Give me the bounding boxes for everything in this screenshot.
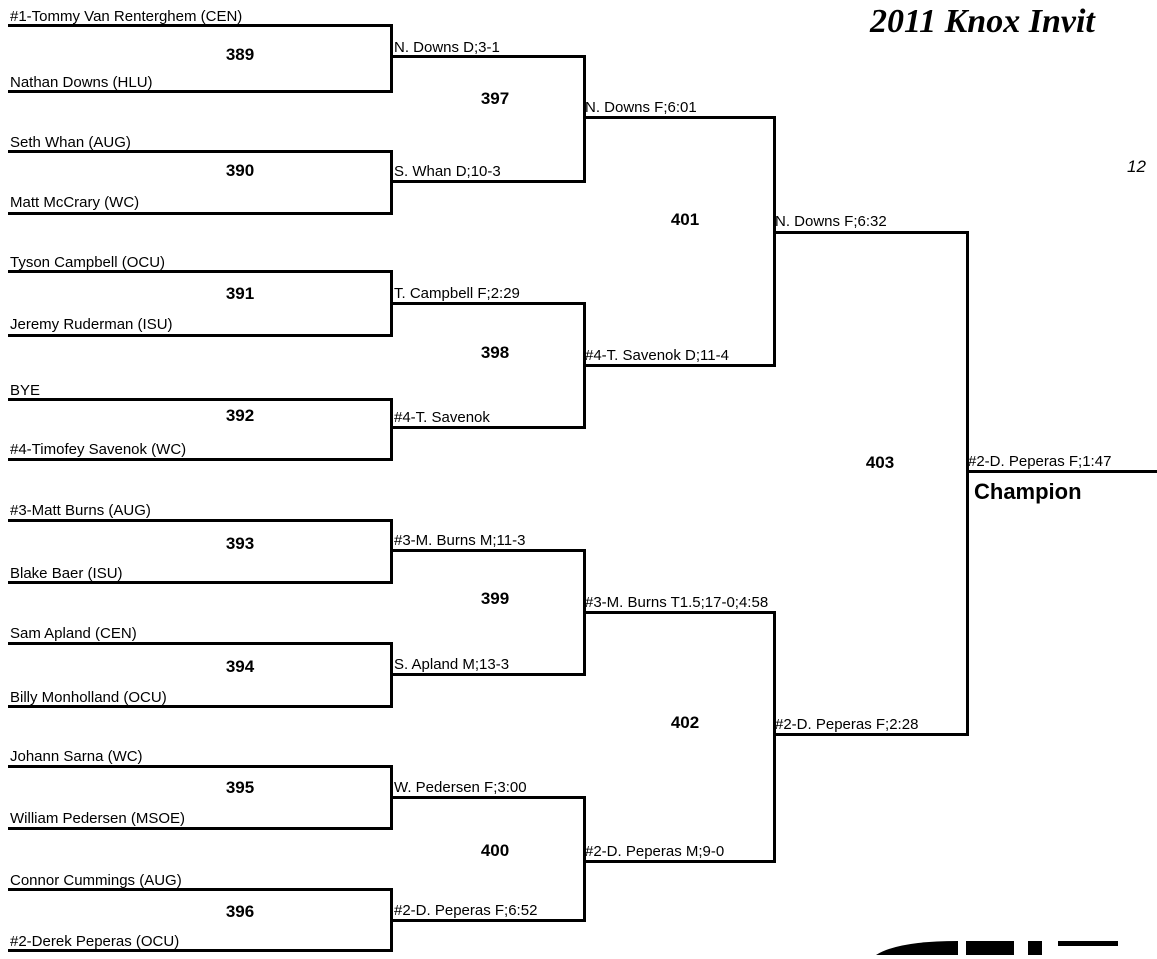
champion-label: Champion	[974, 479, 1082, 504]
bracket-line	[8, 642, 393, 645]
bracket-line	[8, 458, 393, 461]
bout-result: #4-T. Savenok D;11-4	[585, 347, 729, 364]
bout-number: 398	[480, 343, 510, 362]
bracket-line	[773, 116, 776, 367]
bracket-line	[773, 611, 776, 863]
bout-number: 397	[480, 89, 510, 108]
bracket-line	[583, 860, 776, 863]
bout-number: 394	[225, 657, 255, 676]
bracket-line	[8, 888, 393, 891]
bracket-line	[8, 398, 393, 401]
wrestler-name: Matt McCrary (WC)	[10, 194, 140, 211]
bout-result: N. Downs D;3-1	[394, 39, 500, 56]
bout-number: 389	[225, 45, 255, 64]
bout-result: #4-T. Savenok	[394, 409, 490, 426]
bracket-line	[8, 270, 393, 273]
wrestler-name: #2-Derek Peperas (OCU)	[10, 933, 180, 950]
bracket-line	[583, 55, 586, 183]
bracket-line	[8, 212, 393, 215]
bout-result: #3-M. Burns M;11-3	[394, 532, 526, 549]
wrestler-name: Billy Monholland (OCU)	[10, 689, 167, 706]
wrestler-name: William Pedersen (MSOE)	[10, 810, 186, 827]
bracket-line	[390, 24, 393, 92]
bracket-line	[390, 549, 586, 552]
logo-graphic	[868, 935, 1157, 959]
bracket-line	[390, 180, 586, 183]
wrestler-name: #3-Matt Burns (AUG)	[10, 502, 151, 519]
bout-result: W. Pedersen F;3:00	[394, 779, 527, 796]
wrestler-name: Blake Baer (ISU)	[10, 565, 123, 582]
bracket-line	[390, 796, 586, 799]
bracket-line	[8, 90, 393, 93]
side-note: 12	[1127, 157, 1146, 176]
bout-number: 400	[480, 841, 510, 860]
bout-result: S. Apland M;13-3	[394, 656, 510, 673]
bout-result: #3-M. Burns T1.5;17-0;4:58	[585, 594, 769, 611]
bout-result: N. Downs F;6:01	[585, 99, 697, 116]
bout-result: N. Downs F;6:32	[775, 213, 887, 230]
bracket-line	[390, 673, 586, 676]
bout-result: S. Whan D;10-3	[394, 163, 501, 180]
tournament-title: 2011 Knox Invit	[870, 3, 1095, 40]
bracket-line	[8, 150, 393, 153]
bracket-line	[583, 116, 776, 119]
bracket-line	[8, 334, 393, 337]
wrestler-name: Sam Apland (CEN)	[10, 625, 137, 642]
wrestler-name: Jeremy Ruderman (ISU)	[10, 316, 173, 333]
wrestler-name: BYE	[10, 382, 41, 399]
bout-result: #2-D. Peperas M;9-0	[585, 843, 725, 860]
champion-result: #2-D. Peperas F;1:47	[968, 453, 1112, 470]
wrestler-name: Connor Cummings (AUG)	[10, 872, 182, 889]
bout-number: 392	[225, 406, 255, 425]
wrestler-name: Johann Sarna (WC)	[10, 748, 143, 765]
bout-number: 401	[670, 210, 700, 229]
bracket-line	[390, 919, 586, 922]
bracket-line	[966, 231, 969, 736]
bout-number: 396	[225, 902, 255, 921]
wrestler-name: Seth Whan (AUG)	[10, 134, 131, 151]
bracket-line	[583, 364, 776, 367]
bout-result: #2-D. Peperas F;6:52	[394, 902, 538, 919]
bout-result: #2-D. Peperas F;2:28	[775, 716, 919, 733]
bout-number: 395	[225, 778, 255, 797]
bracket-line	[8, 24, 393, 27]
wrestler-name: #1-Tommy Van Renterghem (CEN)	[10, 8, 243, 25]
bracket-line	[8, 827, 393, 830]
bracket-line	[390, 55, 586, 58]
bout-number: 399	[480, 589, 510, 608]
bracket-line	[966, 470, 1157, 473]
bout-number: 403	[865, 453, 895, 472]
bracket-line	[390, 398, 393, 461]
bout-number: 391	[225, 284, 255, 303]
bout-number: 402	[670, 713, 700, 732]
bracket-line	[8, 581, 393, 584]
bracket-line	[8, 949, 393, 952]
bout-number: 393	[225, 534, 255, 553]
wrestler-name: #4-Timofey Savenok (WC)	[10, 441, 187, 458]
bracket-line	[8, 765, 393, 768]
bracket-line	[773, 733, 969, 736]
bracket-line	[390, 426, 586, 429]
bracket-line	[390, 302, 586, 305]
bracket-line	[773, 231, 969, 234]
bracket-line	[8, 519, 393, 522]
bracket-line	[8, 705, 393, 708]
wrestler-name: Tyson Campbell (OCU)	[10, 254, 166, 271]
bracket-line	[583, 611, 776, 614]
bout-result: T. Campbell F;2:29	[394, 285, 520, 302]
bout-number: 390	[225, 161, 255, 180]
wrestler-name: Nathan Downs (HLU)	[10, 74, 153, 91]
